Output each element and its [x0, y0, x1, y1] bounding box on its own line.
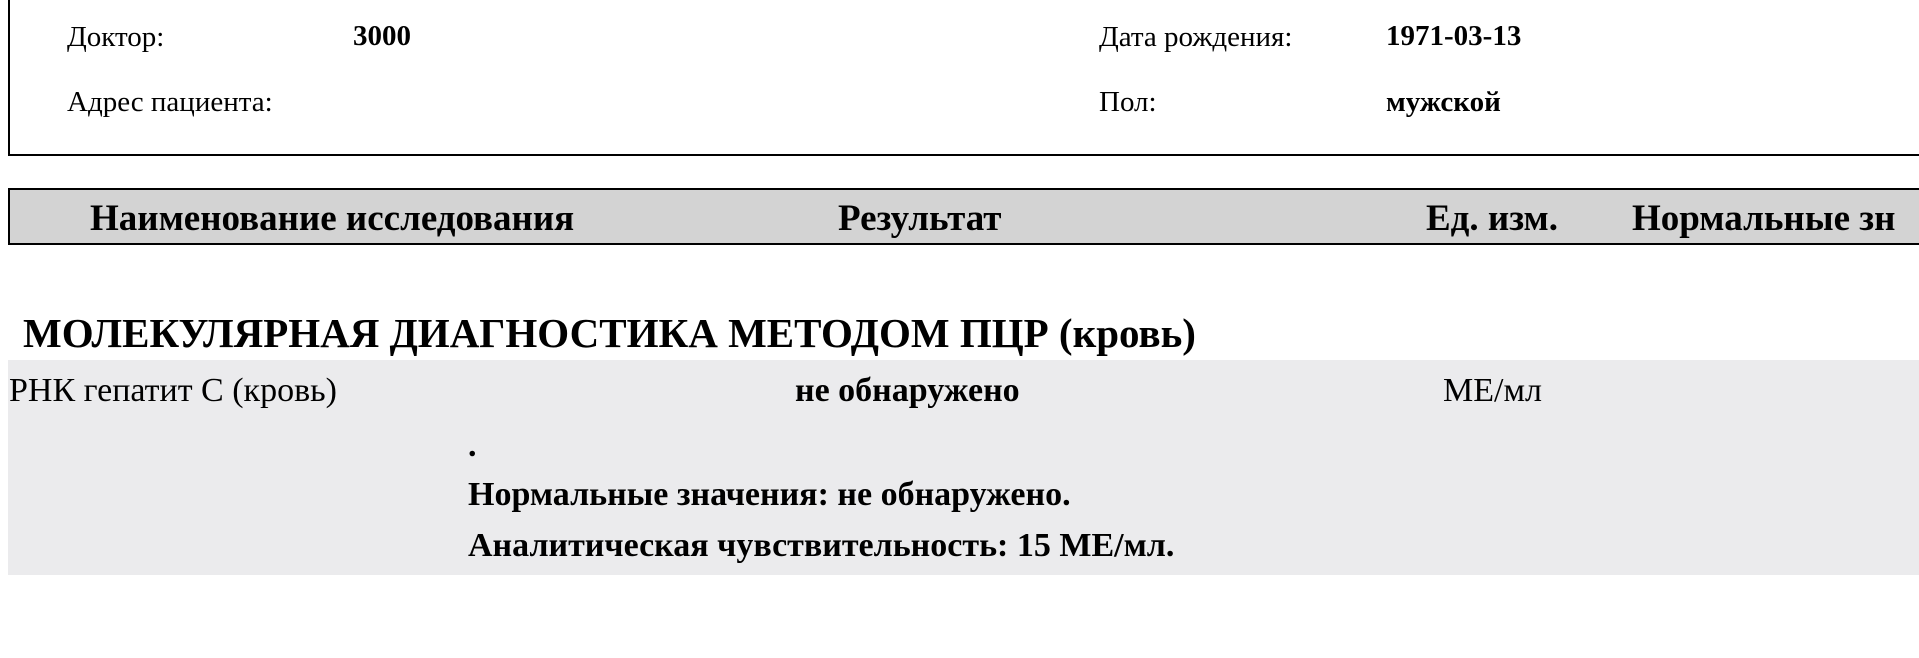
section-title: МОЛЕКУЛЯРНАЯ ДИАГНОСТИКА МЕТОДОМ ПЦР (кровь)	[23, 310, 1196, 356]
column-header-test-name: Наименование исследования	[90, 198, 575, 239]
column-header-result: Результат	[838, 198, 1002, 239]
note-dot: .	[468, 427, 477, 464]
results-table-header	[8, 188, 1919, 245]
note-normal-values: Нормальные значения: не обнаружено.	[468, 476, 1071, 513]
patient-info-box	[8, 0, 1919, 156]
doctor-value: 3000	[353, 20, 411, 52]
sex-label: Пол:	[1099, 86, 1157, 118]
note-sensitivity: Аналитическая чувствительность: 15 МЕ/мл.	[468, 527, 1175, 564]
test-result: не обнаружено	[795, 372, 1020, 409]
doctor-label: Доктор:	[67, 21, 165, 53]
birthdate-value: 1971-03-13	[1386, 20, 1522, 52]
test-name: РНК гепатит С (кровь)	[9, 372, 337, 409]
sex-value: мужской	[1386, 86, 1501, 118]
birthdate-label: Дата рождения:	[1099, 21, 1293, 53]
column-header-unit: Ед. изм.	[1426, 198, 1559, 239]
column-header-normal-values: Нормальные зн	[1632, 198, 1896, 239]
table-row	[8, 360, 1919, 575]
patient-address-label: Адрес пациента:	[67, 86, 273, 118]
test-unit: МЕ/мл	[1443, 372, 1542, 409]
